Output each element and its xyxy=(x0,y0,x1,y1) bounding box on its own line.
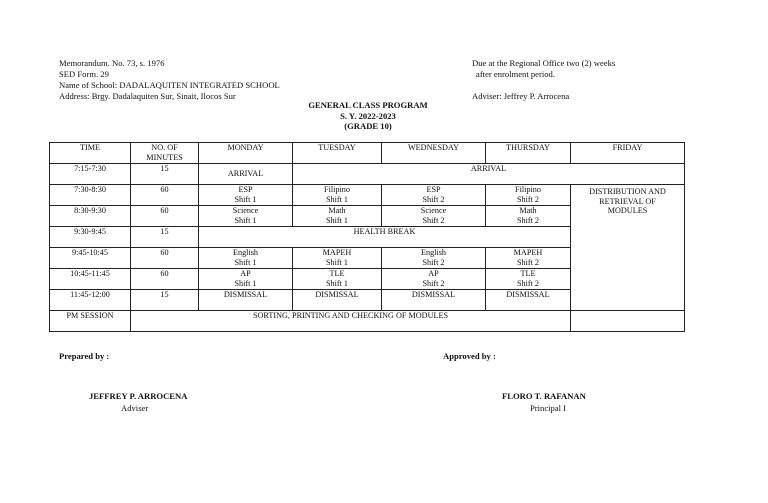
due-line-1: Due at the Regional Office two (2) weeks xyxy=(472,58,616,68)
time-cell: 11:45-12:00 xyxy=(50,290,131,311)
subject-cell: Science Shift 1 xyxy=(199,206,293,227)
monday-arrival-cell: ARRIVAL xyxy=(199,164,293,185)
minutes-cell: 15 xyxy=(131,227,199,248)
subject-cell: Science Shift 2 xyxy=(382,206,486,227)
preparer-title: Adviser xyxy=(121,403,149,413)
minutes-cell: 60 xyxy=(131,206,199,227)
subject-cell: ESP Shift 1 xyxy=(199,185,293,206)
subject-cell: AP Shift 1 xyxy=(199,269,293,290)
subject-cell: Math Shift 2 xyxy=(486,206,571,227)
pm-session-friday xyxy=(571,311,685,332)
subject-cell: ESP Shift 2 xyxy=(382,185,486,206)
prepared-by-label: Prepared by : xyxy=(59,351,110,361)
approved-by-label: Approved by : xyxy=(443,351,496,361)
minutes-cell: 15 xyxy=(131,290,199,311)
time-cell: 9:30-9:45 xyxy=(50,227,131,248)
header-tuesday: TUESDAY xyxy=(293,143,382,164)
health-break-cell: HEALTH BREAK xyxy=(199,227,571,248)
sed-form-line: SED Form. 29 xyxy=(59,69,109,79)
subject-cell: Filipino Shift 2 xyxy=(486,185,571,206)
header-time: TIME xyxy=(50,143,131,164)
due-line-2: after enrolment period. xyxy=(476,69,555,79)
minutes-cell: 60 xyxy=(131,269,199,290)
memo-line: Memorandum. No. 73, s. 1976 xyxy=(59,58,165,68)
subject-cell: MAPEH Shift 1 xyxy=(293,248,382,269)
minutes-cell: 15 xyxy=(131,164,199,185)
dismissal-cell: DISMISSAL xyxy=(293,290,382,311)
header-friday: FRIDAY xyxy=(571,143,685,164)
subject-cell: MAPEH Shift 2 xyxy=(486,248,571,269)
time-cell: 10:45-11:45 xyxy=(50,269,131,290)
class-schedule-table xyxy=(49,142,685,332)
header-minutes: NO. OF MINUTES xyxy=(131,143,199,164)
table-row-arrival xyxy=(50,164,685,185)
pm-session-label: PM SESSION xyxy=(50,311,131,332)
table-row-pm-session xyxy=(50,311,685,332)
header-thursday: THURSDAY xyxy=(486,143,571,164)
table-row xyxy=(50,185,685,206)
subject-cell: Math Shift 1 xyxy=(293,206,382,227)
subject-cell: English Shift 1 xyxy=(199,248,293,269)
subject-cell: TLE Shift 2 xyxy=(486,269,571,290)
approver-name: FLORO T. RAFANAN xyxy=(502,391,586,401)
dismissal-cell: DISMISSAL xyxy=(199,290,293,311)
time-cell: 7:15-7:30 xyxy=(50,164,131,185)
minutes-cell: 60 xyxy=(131,185,199,206)
grade-level: (GRADE 10) xyxy=(344,121,392,131)
adviser-line: Adviser: Jeffrey P. Arrocena xyxy=(472,91,570,101)
school-year: S. Y. 2022-2023 xyxy=(340,111,396,121)
dismissal-cell: DISMISSAL xyxy=(486,290,571,311)
header-wednesday: WEDNESDAY xyxy=(382,143,486,164)
subject-cell: English Shift 2 xyxy=(382,248,486,269)
pm-session-activity: SORTING, PRINTING AND CHECKING OF MODULES xyxy=(131,311,571,332)
school-name-line: Name of School: DADALAQUITEN INTEGRATED SCHOOL xyxy=(59,80,280,90)
table-header-row xyxy=(50,143,685,164)
time-cell: 8:30-9:30 xyxy=(50,206,131,227)
time-cell: 7:30-8:30 xyxy=(50,185,131,206)
time-cell: 9:45-10:45 xyxy=(50,248,131,269)
document-title: GENERAL CLASS PROGRAM xyxy=(308,100,428,110)
header-monday: MONDAY xyxy=(199,143,293,164)
approver-title: Principal I xyxy=(530,403,567,413)
minutes-cell: 60 xyxy=(131,248,199,269)
dismissal-cell: DISMISSAL xyxy=(382,290,486,311)
arrival-cell: ARRIVAL xyxy=(293,164,685,185)
subject-cell: TLE Shift 1 xyxy=(293,269,382,290)
subject-cell: AP Shift 2 xyxy=(382,269,486,290)
subject-cell: Filipino Shift 1 xyxy=(293,185,382,206)
address-line: Address: Brgy. Dadalaquiten Sur, Sinait, Ilocos Sur xyxy=(59,91,236,101)
friday-modules-cell: DISTRIBUTION AND RETRIEVAL OF MODULES xyxy=(571,185,685,311)
preparer-name: JEFFREY P. ARROCENA xyxy=(89,391,188,401)
